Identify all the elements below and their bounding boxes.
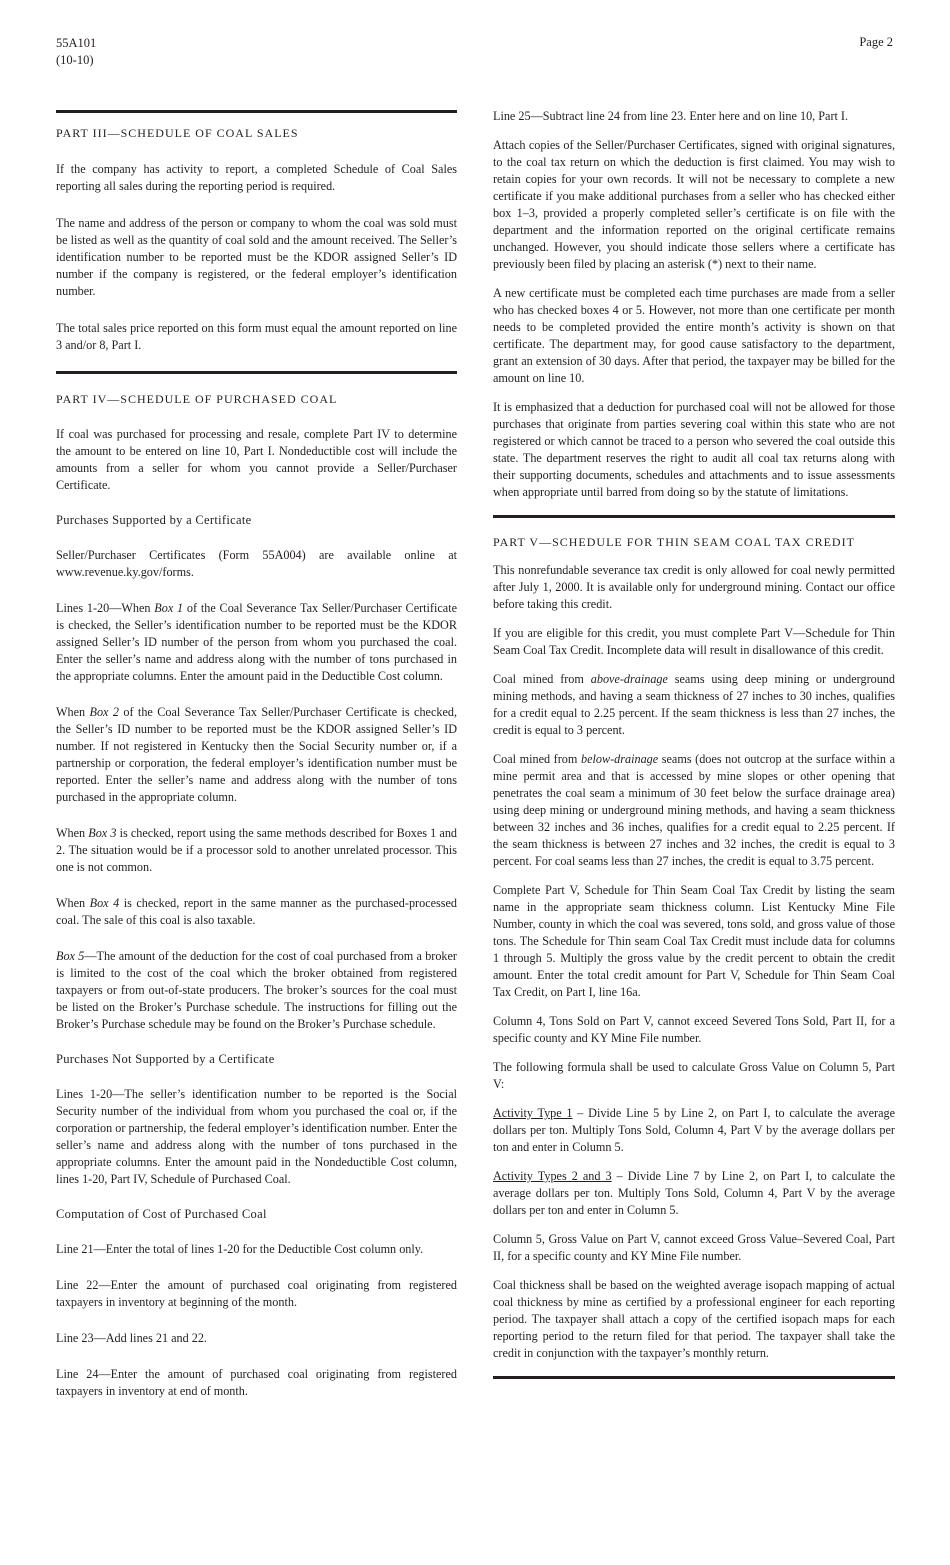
part4-intro: If coal was purchased for processing and resale, complete Part IV to determine the amount to be entered on line 10, Part I. Nondeductible cost will include the amounts from a seller for whom you cannot provide a Seller/Purchaser Certificate. (56, 427, 457, 492)
thickness-paragraph: Coal thickness shall be based on the weighted average isopach mapping of actual coal thickness by mine as certified by a professional engineer for each reporting period. The taxpayer shall attach a copy of the certified isopach maps for each reporting period to the return filed for that period. The taxpayer shall take the credit in conjunction with the taxpayer’s monthly return. (493, 1278, 895, 1360)
column5-paragraph: Column 5, Gross Value on Part V, cannot exceed Gross Value–Severed Coal, Part II, for a specific county and KY Mine File number. (493, 1232, 895, 1263)
section-divider (56, 371, 457, 374)
part3-paragraph: The name and address of the person or company to whom the coal was sold must be listed as well as the quantity of coal sold and the amount received. The Seller’s identification number to be reported must be the KDOR assigned Seller’s ID number if the company is registered, or the federal employer’s identification number. (56, 216, 457, 298)
box4-paragraph: When Box 4 is checked, report in the same manner as the purchased-processed coal. The sale of this coal is also taxable. (56, 896, 457, 927)
not-supported-subheading: Purchases Not Supported by a Certificate (56, 1052, 275, 1066)
activity-type1-paragraph: Activity Type 1 – Divide Line 5 by Line 2, on Part I, to calculate the average dollars per ton. Multiply Tons Sold, Column 4, Part V by the average dollars per ton and enter in Column 5. (493, 1106, 895, 1154)
page-number: Page 2 (859, 35, 893, 49)
box1-paragraph: Lines 1-20—When Box 1 of the Coal Severance Tax Seller/Purchaser Certificate is checked, the Seller’s identification number to be reported must be the KDOR assigned Seller’s ID number of the person from whom you purchased the coal. Enter the seller’s name and address along with the number of tons purchased in the appropriate columns. Enter the amount paid in the Deductible Cost column. (56, 601, 457, 683)
emphasized-paragraph: It is emphasized that a deduction for purchased coal will not be allowed for those purchases that originate from parties severing coal within this state who are not registered or which cannot be traced to a person who severed the coal outside this state. The department reserves the right to audit all coal tax returns along with their supporting documents, schedules and attachments and to issue assessments when appropriate until barred from doing so by the statute of limitations. (493, 400, 895, 499)
line22-paragraph: Line 22—Enter the amount of purchased coal originating from registered taxpayers in inventory at beginning of the month. (56, 1278, 457, 1309)
part3-heading: PART III—SCHEDULE OF COAL SALES (56, 126, 299, 140)
part5-paragraph: This nonrefundable severance tax credit is only allowed for coal newly permitted after July 1, 2000. It is available only for underground mining. Contact our office before taking this credit. (493, 563, 895, 611)
line21-paragraph: Line 21—Enter the total of lines 1-20 for the Deductible Cost column only. (56, 1242, 424, 1256)
formula-paragraph: The following formula shall be used to calculate Gross Value on Column 5, Part V: (493, 1060, 895, 1091)
new-certificate-paragraph: A new certificate must be completed each time purchases are made from a seller who has checked boxes 4 or 5. However, not more than one certificate per month needs to be completed provided the entire month’s activity is shown on that certificate. The department may, for good cause satisfactory to the department, grant an extension of 30 days. After that period, the taxpayer may be billed for the amount on line 10. (493, 286, 895, 385)
section-divider (56, 110, 457, 113)
attach-paragraph: Attach copies of the Seller/Purchaser Certificates, signed with original signatures, to the coal tax return on which the deduction is first claimed. You may wish to retain copies for your own records. It will not be necessary to complete a new certificate if you make additional purchases from a seller who has checked either box 1–3, provided a properly completed seller’s certificate is on file with the department and the information reported on the original certificate remains unchanged. However, you should indicate those sellers where a certificate has previously been filed by placing an asterisk (*) next to their name. (493, 138, 895, 271)
above-drainage-paragraph: Coal mined from above-drainage seams using deep mining or underground mining methods, and having a seam thickness of 27 inches to 30 inches, qualifies for a credit equal to 2.25 percent. If the seam thickness is less than 27 inches, the credit is equal to 3 percent. (493, 672, 895, 737)
section-divider (493, 1376, 895, 1379)
form-date: (10-10) (56, 53, 94, 67)
forms-online-paragraph: Seller/Purchaser Certificates (Form 55A004) are available online at www.revenue.ky.gov/forms. (56, 548, 457, 579)
line25-paragraph: Line 25—Subtract line 24 from line 23. Enter here and on line 10, Part I. (493, 109, 849, 123)
line24-paragraph: Line 24—Enter the amount of purchased coal originating from registered taxpayers in inventory at end of month. (56, 1367, 457, 1398)
box5-paragraph: Box 5—The amount of the deduction for the cost of coal purchased from a broker is limited to the cost of the coal which the broker obtained from registered taxpayers or from out-of-state producers. The broker’s sources for the coal must be listed on the Broker’s Purchase schedule. The instructions for filling out the Broker’s Purchase schedule may be found on the Broker’s Purchase schedule. (56, 949, 457, 1031)
left-column (56, 110, 457, 1400)
right-column (493, 108, 895, 1379)
activity-type23-paragraph: Activity Types 2 and 3 – Divide Line 7 by Line 2, on Part I, to calculate the average dollars per ton. Multiply Tons Sold, Column 4, Part V by the average dollars per ton and enter in Column 5. (493, 1169, 895, 1217)
part4-heading: PART IV—SCHEDULE OF PURCHASED COAL (56, 392, 338, 406)
section-divider (493, 515, 895, 518)
column4-paragraph: Column 4, Tons Sold on Part V, cannot exceed Severed Tons Sold, Part II, for a specific county and KY Mine File number. (493, 1014, 895, 1045)
form-number: 55A101 (56, 36, 97, 50)
computation-subheading: Computation of Cost of Purchased Coal (56, 1207, 267, 1221)
box2-paragraph: When Box 2 of the Coal Severance Tax Seller/Purchaser Certificate is checked, the Seller’s ID number to be reported must be the KDOR assigned Seller’s ID number. If not registered in Kentucky then the Social Security number or, if a partnership or corporation, the federal employer’s identification number must be reported. Enter the seller’s name and address along with the number of tons purchased in the appropriate column. (56, 705, 457, 804)
box3-paragraph: When Box 3 is checked, report using the same methods described for Boxes 1 and 2. The situation would be if a processor sold to another unrelated processor. This one is not common. (56, 826, 458, 874)
line23-paragraph: Line 23—Add lines 21 and 22. (56, 1331, 207, 1345)
supported-subheading: Purchases Supported by a Certificate (56, 513, 252, 527)
part3-paragraph: If the company has activity to report, a completed Schedule of Coal Sales reporting all sales during the reporting period is required. (56, 162, 457, 193)
complete-part5-paragraph: Complete Part V, Schedule for Thin Seam Coal Tax Credit by listing the seam name in the appropriate seam thickness column. List Kentucky Mine File Number, county in which the coal was severed, tons sold, and gross value of those tons. The Schedule for Thin seam Coal Tax Credit must include data for columns 1 through 5. Multiply the gross value by the credit percent to obtain the credit amount. Enter the total credit amount for Part V, Schedule for Thin Seam Coal Tax Credit, on Part I, line 16a. (493, 883, 895, 999)
part5-heading: PART V—SCHEDULE FOR THIN SEAM COAL TAX CREDIT (493, 535, 855, 549)
part5-paragraph: If you are eligible for this credit, you must complete Part V—Schedule for Thin Seam Coal Tax Credit. Incomplete data will result in disallowance of this credit. (493, 626, 895, 657)
part3-paragraph: The total sales price reported on this form must equal the amount reported on line 3 and/or 8, Part I. (56, 321, 457, 352)
not-supported-paragraph: Lines 1-20—The seller’s identification number to be reported is the Social Security number of the individual from whom you purchased the coal or, if the corporation or partnership, the federal employer’s identification number. Enter the seller’s name and address along with the number of tons purchased in the appropriate columns. Enter the amount paid in the Nondeductible Cost column, lines 1-20, Part IV, Schedule of Purchased Coal. (56, 1087, 457, 1186)
form-identifier (56, 35, 96, 69)
below-drainage-paragraph: Coal mined from below-drainage seams (does not outcrop at the surface within a mine permit area and that is accessed by mine slopes or other opening that penetrates the coal seam a minimum of 30 feet below the surface drainage area) using deep mining or underground mining methods, and having a seam thickness between 32 inches and 36 inches, qualifies for a credit equal to 2.25 percent. If the seam thickness is between 27 inches and 32 inches, the credit is equal to 3 percent. For coal seams less than 27 inches, the credit is equal to 3.75 percent. (493, 752, 895, 868)
